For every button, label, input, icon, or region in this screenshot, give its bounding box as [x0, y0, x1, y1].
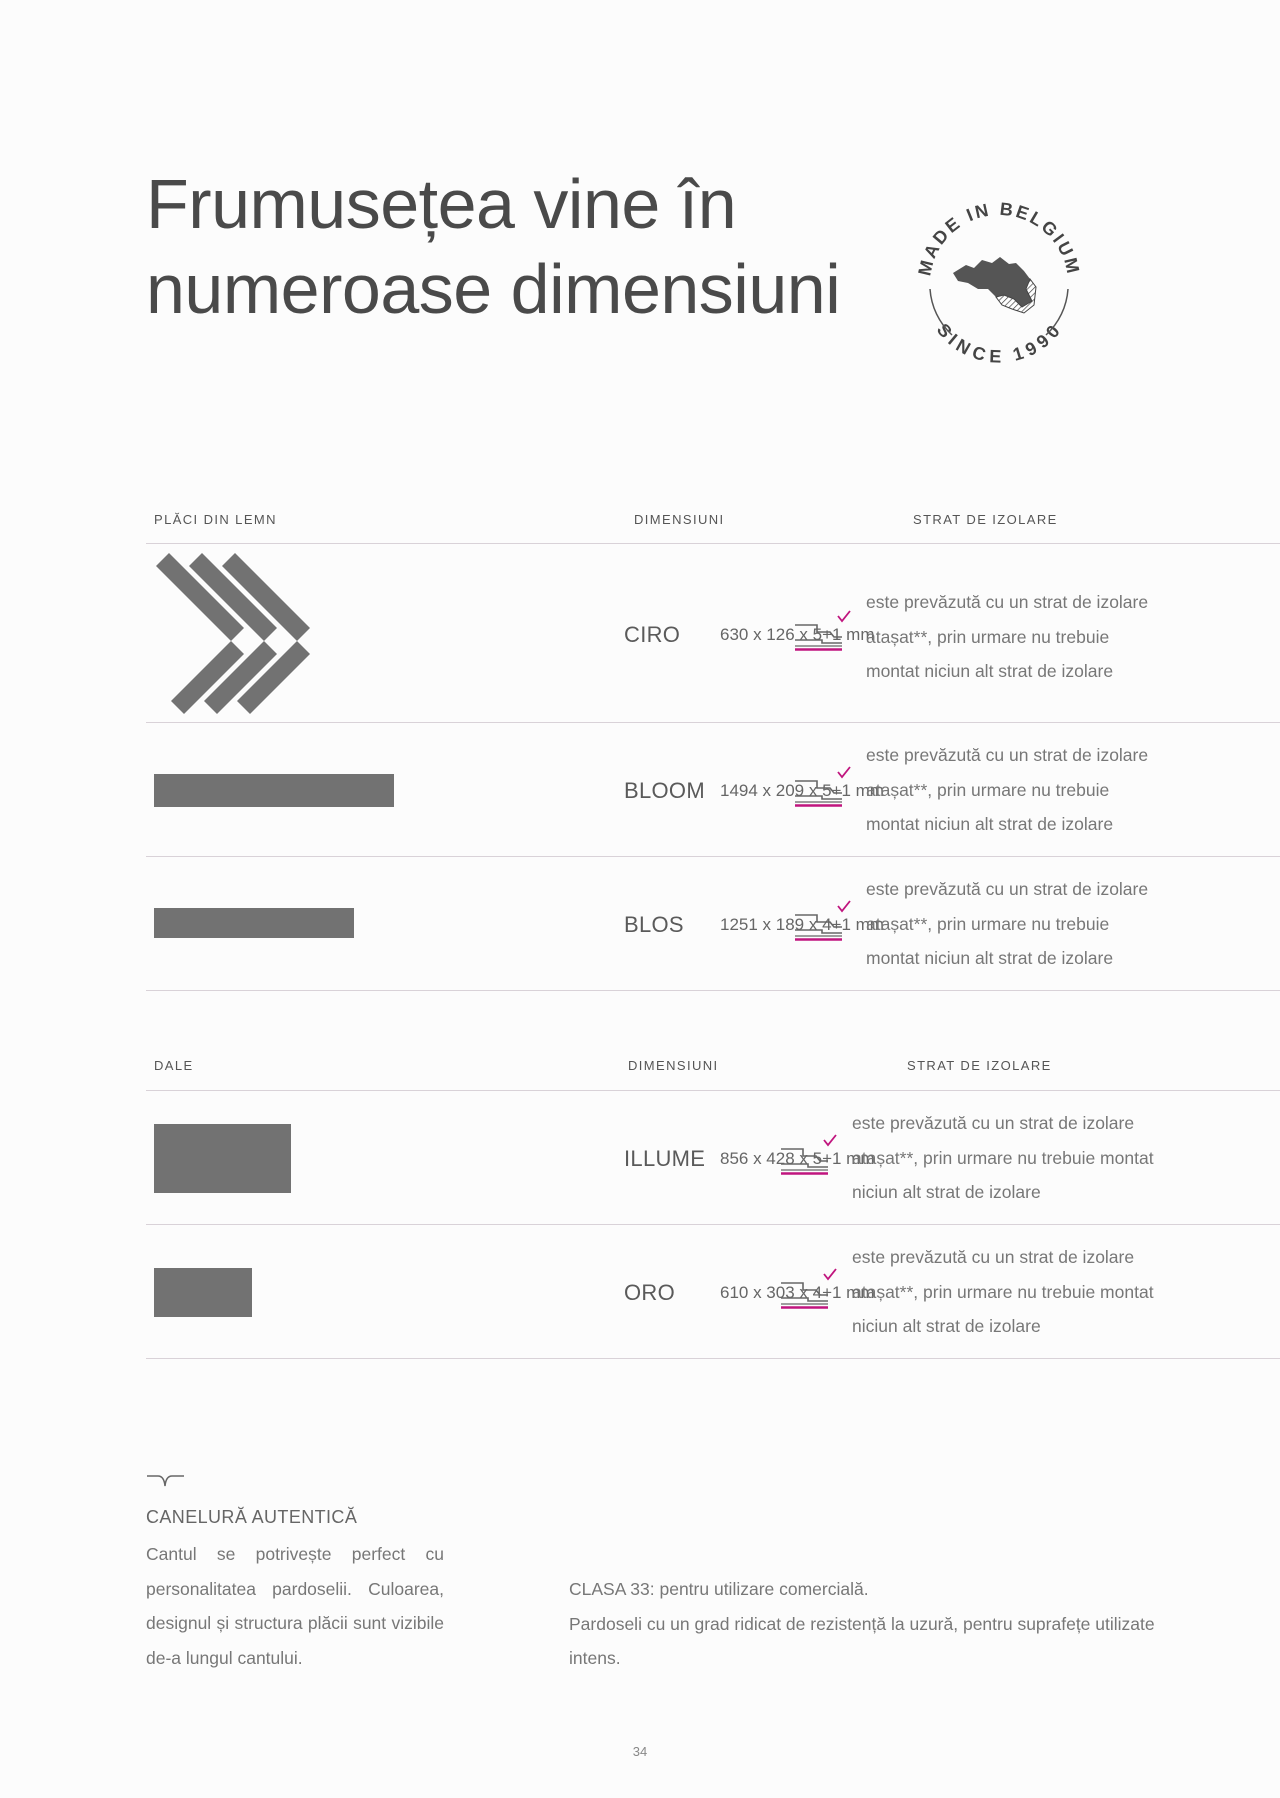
product-dimensions: 856 x 428 x 5+1 mm: [720, 1149, 875, 1168]
insulation-description: este prevăzută cu un strat de izolare atașat**, prin urmare nu trebuie montat niciun alt strat de izolare: [852, 1247, 1154, 1336]
usage-class-info: [569, 1572, 1229, 1676]
divider: [146, 990, 1280, 991]
plank-swatch: [154, 774, 394, 807]
insulation-description: este prevăzută cu un strat de izolare atașat**, prin urmare nu trebuie montat niciun alt strat de izolare: [866, 745, 1149, 834]
product-name: BLOOM: [624, 778, 705, 803]
tiles-header-insulation: STRAT DE IZOLARE: [907, 1058, 1052, 1073]
insulation-layer-icon: [778, 1134, 844, 1176]
badge-bottom-text: SINCE 1990: [932, 319, 1066, 367]
badge-top-text: MADE IN BELGIUM: [914, 198, 1084, 278]
groove-icon: [146, 1472, 186, 1492]
tile-swatch: [154, 1124, 291, 1193]
divider: [146, 1358, 1280, 1359]
insulation-layer-icon: [792, 610, 858, 652]
tiles-header-dimensions: DIMENSIUNI: [628, 1058, 719, 1073]
herringbone-icon: [154, 553, 330, 715]
table-row: [146, 543, 1280, 722]
insulation-layer-icon: [792, 766, 858, 808]
class-desc-line: Pardoseli cu un grad ridicat de rezistență la uzură, pentru suprafețe utilizate: [569, 1613, 1155, 1634]
product-dimensions: 630 x 126 x 5+1 mm: [720, 625, 875, 644]
tile-swatch: [154, 1268, 252, 1317]
title-line-1: Frumusețea vine în: [146, 165, 737, 243]
made-in-belgium-badge: [908, 193, 1090, 375]
table-row: [146, 856, 1280, 990]
insulation-description: este prevăzută cu un strat de izolare atașat**, prin urmare nu trebuie montat niciun alt strat de izolare: [866, 879, 1149, 968]
page-number: 34: [632, 1744, 648, 1759]
title-line-2: numeroase dimensiuni: [146, 250, 841, 328]
insulation-description: este prevăzută cu un strat de izolare atașat**, prin urmare nu trebuie montat niciun alt strat de izolare: [866, 592, 1149, 681]
page-title: [146, 162, 840, 332]
class-title: CLASA 33: pentru utilizare comercială.: [569, 1579, 869, 1599]
table-row: [146, 722, 1280, 856]
class-desc-line: intens.: [569, 1648, 621, 1668]
product-name: CIRO: [624, 622, 681, 647]
planks-header-product: PLĂCI DIN LEMN: [154, 512, 277, 527]
groove-description: Cantul se potrivește perfect cu personalitatea pardoselii. Culoarea, designul și structura plăcii sunt vizibile de-a lungul cantului.: [146, 1544, 444, 1668]
product-name: ILLUME: [624, 1146, 706, 1171]
planks-header-dimensions: DIMENSIUNI: [634, 512, 725, 527]
product-name: ORO: [624, 1280, 676, 1305]
belgium-map-icon: [953, 257, 1036, 313]
table-row: [146, 1224, 1280, 1358]
groove-title: CANELURĂ AUTENTICĂ: [146, 1507, 358, 1527]
table-row: [146, 1090, 1280, 1224]
insulation-layer-icon: [792, 900, 858, 942]
planks-header-insulation: STRAT DE IZOLARE: [913, 512, 1058, 527]
product-dimensions: 1251 x 189 x 4+1 mm: [720, 915, 884, 934]
plank-swatch: [154, 908, 354, 938]
insulation-description: este prevăzută cu un strat de izolare atașat**, prin urmare nu trebuie montat niciun alt strat de izolare: [852, 1113, 1154, 1202]
product-dimensions: 1494 x 209 x 5+1 mm: [720, 781, 884, 800]
insulation-layer-icon: [778, 1268, 844, 1310]
product-name: BLOS: [624, 912, 684, 937]
tiles-header-product: DALE: [154, 1058, 194, 1073]
product-dimensions: 610 x 303 x 4+1 mm: [720, 1283, 875, 1302]
